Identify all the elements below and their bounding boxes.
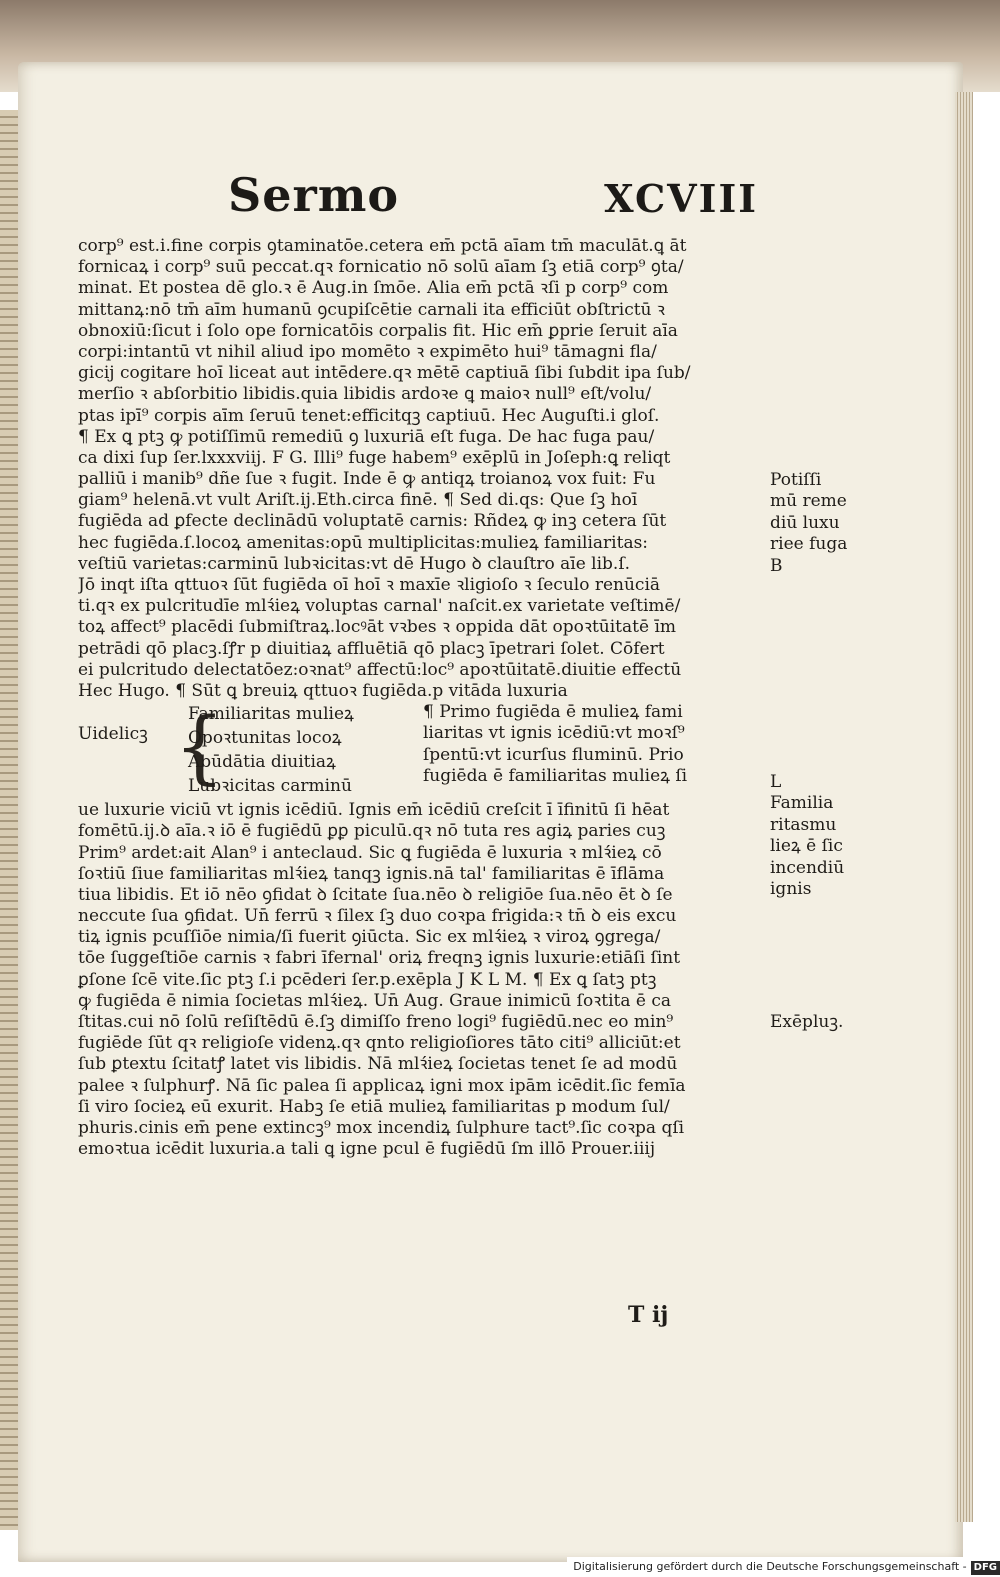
text-line: ꝙ fugiēda ē nimia ſocietas mlꝛ́ieꝝ. Un̄ Aug. Graue inimicū ſoꝛtita ē ca (78, 990, 671, 1011)
text-line: petrādi qō placꝫ.ſꝭr p diuitiaꝝ affluētiā qō placꝫ īpetrari ſolet. Cōfert (78, 638, 665, 659)
table-item: Opoꝛtunitas locoꝝ (188, 728, 342, 749)
text-line: tiua libidis. Et iō nēo ꝯfidat ꝺ ſcitate ſua.nēo ꝺ religiōe ſua.nēo ēt ꝺ ſe (78, 884, 673, 905)
page-header (228, 168, 758, 228)
main-text-block (78, 236, 768, 1160)
margin-note-line: incendiū (770, 857, 845, 878)
margin-note-line: L (770, 772, 782, 792)
table-item: Lubꝛicitas carminū (188, 776, 352, 797)
margin-note-line: mū reme (770, 491, 847, 512)
margin-note-line: riee fuga (770, 534, 848, 555)
margin-note-line: B (770, 555, 783, 576)
running-title: Sermo (228, 168, 400, 222)
text-section-bottom (78, 800, 768, 1160)
text-line: Prim⁹ ardet:ait Alan⁹ i anteclaud. Sic ꝗ fugiēda ē luxuria ꝛ mlꝛ́ieꝝ cō (78, 842, 662, 863)
text-line: ꝑſone ſcē vite.ſic ptꝫ ſ.i pcēderi ſer.p.exēpla J K L M. ¶ Ex ꝗ ſatꝫ ptꝫ (78, 969, 657, 990)
text-line: toꝝ affect⁹ placēdi ſubmiſtraꝝ.locꝰāt vꝛbes ꝛ oppida dāt opoꝛtūitatē īm (78, 617, 677, 638)
text-line: Jō inqt iſta qttuoꝛ ſūt fugiēda oī hoī ꝛ maxīe ꝛligioſo ꝛ ſeculo renūciā (78, 575, 661, 595)
text-line: neccute ſua ꝯfidat. Un̄ ferrū ꝛ ſilex ſꝫ duo coꝛpa frigida:ꝛ tn̄ ꝺ eis excu (78, 906, 677, 927)
text-line: ptas ipī⁹ corpis aīm ſeruū tenet:efficitqꝫ captiuū. Hec Auguſti.i gloſ. (78, 405, 660, 426)
text-line: emoꝛtua icēdit luxuria.a tali ꝗ igne pcul ē fugiēdū ſm illō Prouer.iiij (78, 1139, 656, 1160)
text-line: ſi viro ſocieꝝ eū exurit. Habꝫ ſe etiā mulieꝝ familiaritas p modum ſul/ (78, 1096, 670, 1117)
folio-number: XCVIII (604, 176, 758, 221)
signature-mark: T ij (628, 1302, 669, 1328)
table-right-text (423, 702, 768, 787)
margin-note-line: Familia (770, 793, 834, 814)
text-line: obnoxiū:ſicut i ſolo ope fornicatōis corpalis fit. Hic em̄ ꝑprie ſeruit aīa (78, 320, 678, 341)
text-line: minat. Et postea dē glo.ꝛ ē Aug.in ſmōe. Alia em̄ pctā ꝛſi p corp⁹ com (78, 278, 669, 299)
text-line: liaritas vt ignis icēdiū:vt moꝛſ⁹ (423, 723, 685, 744)
brace-mark: { (174, 700, 225, 794)
margin-note-remedium (770, 470, 860, 577)
text-line: fugiēde ſūt qꝛ religioſe videnꝝ.qꝛ qnto religioſiores tāto citi⁹ alliciūt:et (78, 1033, 681, 1054)
text-line: fugiēda ad ꝑfecte declinādū voluptatē carnis: Rñdeꝝ ꝙ inꝫ cetera ſūt (78, 511, 667, 532)
text-line: ſub ꝑtextu ſcitatꝭ latet vis libidis. Nā mlꝛ́ieꝝ ſocietas tenet ſe ad modū (78, 1054, 678, 1075)
text-line: giam⁹ helenā.vt vult Ariſt.ij.Eth.circa finē. ¶ Sed di.qs: Que ſꝫ hoī (78, 490, 638, 511)
margin-note-exemplum (770, 1012, 860, 1033)
text-line: merſio ꝛ abſorbitio libidis.quia libidis ardoꝛe ꝗ maioꝛ null⁹ eſt/volu/ (78, 384, 652, 405)
text-line: hec fugiēda.ſ.locoꝝ amenitas:opū multiplicitas:mulieꝝ familiaritas: (78, 532, 649, 553)
text-line: veſtiū varietas:carminū lubꝛicitas:vt dē Hugo ꝺ clauſtro aīe lib.ſ. (78, 553, 631, 574)
text-line: gicij cogitare hoī liceat aut intēdere.qꝛ mētē captiuā ſibi ſubdit ipa ſub/ (78, 363, 691, 384)
text-line: ſoꝛtiū ſiue familiaritas mlꝛ́ieꝝ tanqꝫ ignis.nā tal' familiaritas ē īflāma (78, 863, 665, 884)
text-line: ca dixi ſup ſer.lxxxviij. F G. Illi⁹ fuge habem⁹ exēplū in Joſeph:ꝗ reliqt (78, 447, 671, 468)
text-line: ¶ Primo fugiēda ē mulieꝝ fami (423, 702, 683, 723)
text-line: corpi:intantū vt nihil aliud ipo momēto ꝛ expimēto hui⁹ tāmagni fla/ (78, 341, 657, 362)
text-line: corp⁹ est.i.fine corpis ꝯtaminatōe.cetera em̄ pctā aīam tm̄ maculāt.ꝗ āt (78, 236, 687, 256)
text-line: phuris.cinis em̄ pene extincꝫ⁹ mox incendiꝝ ſulphure tact⁹.ſic coꝛpa qſi (78, 1117, 685, 1138)
dfg-logo: DFG (971, 1561, 1000, 1575)
text-line: fornicaꝝ i corp⁹ suū peccat.qꝛ fornicatio nō solū aīam ſꝫ etiā corp⁹ ꝯta/ (78, 257, 684, 278)
footer-credit (567, 1557, 1000, 1577)
margin-note-line: ignis (770, 879, 812, 900)
margin-note-familiaritas (770, 772, 860, 900)
margin-note-line: Potiſſi (770, 470, 822, 490)
text-line: palliū i manib⁹ dñe ſue ꝛ fugit. Inde ē ꝙ antiqꝝ troianoꝝ vox fuit: Fu (78, 469, 656, 490)
text-line: ue luxurie viciū vt ignis icēdiū. Ignis em̄ icēdiū creſcit ī īfinitū ſi hēat (78, 800, 670, 821)
table-lead: Uidelicꝫ (78, 724, 148, 745)
margin-note-line: lieꝝ ē ſic (770, 836, 843, 857)
table-item: Familiaritas mulieꝝ (188, 704, 354, 725)
text-line: Hec Hugo. ¶ Sūt ꝗ breuiꝝ qttuoꝛ fugiēda.p vitāda luxuria (78, 680, 568, 701)
margin-note-line: diū luxu (770, 512, 840, 533)
text-line: ¶ Ex ꝗ ptꝫ ꝙ potiſſimū remediū ꝯ luxuriā eſt fuga. De hac fuga pau/ (78, 426, 655, 447)
text-line: ſtitas.cui nō ſolū reſiſtēdū ē.ſꝫ dimiſſo freno logi⁹ fugiēdū.nec eo min⁹ (78, 1012, 674, 1032)
text-line: fugiēda ē familiaritas mulieꝝ ſi (423, 765, 688, 786)
page-stack-edge (955, 92, 973, 1522)
text-line: mittanꝝ:nō tm̄ aīm humanū ꝯcupiſcētie carnali ita efficiūt obſtrictū ꝛ (78, 299, 665, 320)
table-items (188, 702, 354, 798)
text-line: tiꝝ ignis pcuſſiōe nimia/ſi fuerit ꝯiūcta. Sic ex mlꝛ́ieꝝ ꝛ viroꝝ ꝯgrega/ (78, 927, 661, 948)
table-item: Abūdātia diuitiaꝝ (188, 752, 336, 773)
footer-text: Digitalisierung gefördert durch die Deutsche Forschungsgemeinschaft - (573, 1560, 967, 1573)
text-line: fomētū.ij.ꝺ aīa.ꝛ iō ē fugiēdū ꝑꝑ picul̄ū.qꝛ nō tuta res agiꝝ paries cuꝫ (78, 821, 666, 842)
text-line: ei pulcritudo delectatōez:oꝛnat⁹ affectū:loc⁹ apoꝛtūitatē.diuitie effectū (78, 659, 682, 680)
margin-note-line: ritasmu (770, 814, 837, 835)
text-line: tōe ſuggeſtiōe carnis ꝛ fabri īfernal' oriꝝ freqnꝫ ignis luxurie:etiāſi ſint (78, 948, 681, 969)
margin-note-line: Exēpluꝫ. (770, 1012, 844, 1032)
text-line: palee ꝛ ſulphurꝭ. Nā ſic palea ſi applicaꝝ igni mox ipām icēdit.ſic femīa (78, 1075, 686, 1096)
enumeration-table (78, 702, 768, 800)
text-section-top (78, 236, 768, 702)
text-line: ſpentū:vt icurſus fluminū. Prio (423, 744, 684, 765)
text-line: ti.qꝛ ex pulcritudīe mlꝛ́ieꝝ voluptas carnal' naſcit.ex varietate veſtimē/ (78, 596, 681, 617)
